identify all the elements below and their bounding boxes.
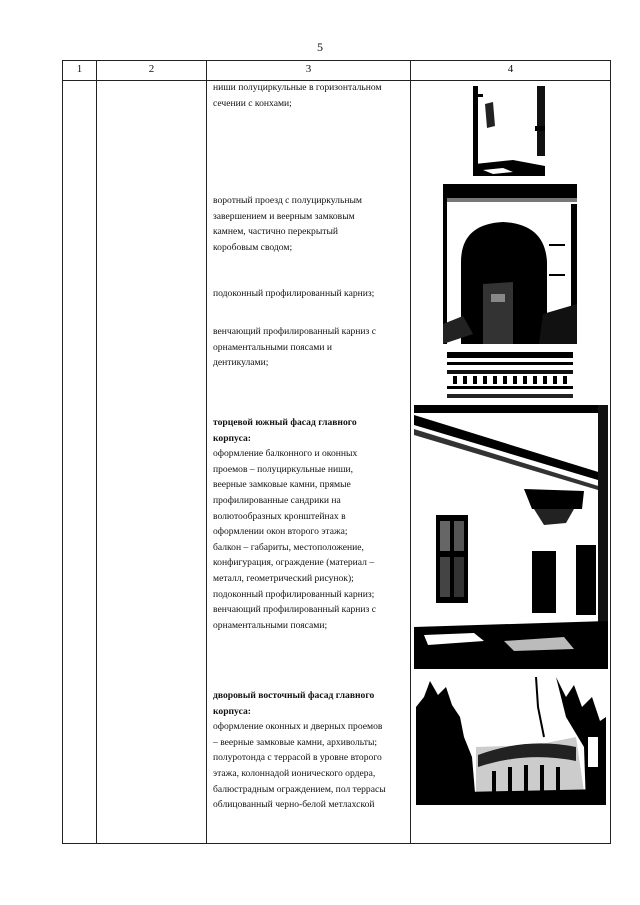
text-line: воротный проезд с полуциркульным <box>213 195 362 206</box>
section-heading-line: торцевой южный фасад главного <box>213 417 357 428</box>
text-block-gate-passage <box>213 193 405 255</box>
text-line: профилированные сандрики на <box>213 494 341 506</box>
text-line: орнаментальными поясами и <box>213 341 332 353</box>
text-line: веерные замковые камни, прямые <box>213 479 351 491</box>
text-line: проемов – полуциркульные ниши, <box>213 463 354 475</box>
text-line: облицованный черно-белой метлахской <box>213 799 375 811</box>
text-line: завершением и веерным замковым <box>213 210 355 222</box>
text-block-east-facade <box>213 688 405 813</box>
column-header-4: 4 <box>507 63 514 75</box>
text-line: сечении с конхами; <box>213 97 292 109</box>
south-facade-photo <box>414 405 608 669</box>
text-line: коробовым сводом; <box>213 241 293 253</box>
section-heading-line: корпуса: <box>213 432 251 444</box>
niche-photo <box>473 86 545 176</box>
text-line: оформлении окон второго этажа; <box>213 526 348 538</box>
text-line: – веерные замковые камни, архивольты; <box>213 736 378 748</box>
page-number: 5 <box>317 40 323 54</box>
section-heading-line: дворовый восточный фасад главного <box>213 690 375 701</box>
column-border-2 <box>206 60 207 844</box>
section-heading-line: корпуса: <box>213 705 251 717</box>
text-line: балюстрадным ограждением, пол террасы <box>213 783 386 795</box>
gate-arch-photo <box>443 184 577 344</box>
cornice-photo <box>447 352 573 398</box>
column-border-3 <box>410 60 411 844</box>
text-line: полуротонда с террасой в уровне второго <box>213 752 382 764</box>
column-border-1 <box>96 60 97 844</box>
text-line: дентикулами; <box>213 357 269 369</box>
text-line: металл, геометрический рисунок); <box>213 572 354 584</box>
column-header-3: 3 <box>305 63 312 75</box>
text-line: оформление оконных и дверных проемов <box>213 721 383 733</box>
text-line: подоконный профилированный карниз; <box>213 588 375 600</box>
text-line: ниши полуциркульные в горизонтальном <box>213 82 382 93</box>
column-border-right <box>610 60 611 844</box>
column-border-left <box>62 60 63 844</box>
text-line: камнем, частично перекрытый <box>213 226 339 238</box>
text-line: волютообразных кронштейнах в <box>213 510 346 522</box>
text-line: подоконный профилированный карниз; <box>213 288 375 299</box>
text-line: этажа, колоннадой ионического ордера, <box>213 767 376 779</box>
text-block-crowning-cornice <box>213 324 405 371</box>
column-header-2: 2 <box>148 63 155 75</box>
text-block-niches <box>213 80 405 111</box>
text-line: венчающий профилированный карниз с <box>213 604 376 616</box>
text-line: конфигурация, ограждение (материал – <box>213 557 375 569</box>
text-line: венчающий профилированный карниз с <box>213 326 376 337</box>
text-block-window-cornice <box>213 286 405 302</box>
text-line: оформление балконного и оконных <box>213 448 358 460</box>
table-bottom-border <box>62 843 611 844</box>
text-line: орнаментальными поясами; <box>213 619 328 631</box>
east-facade-photo <box>416 677 606 805</box>
text-block-south-facade <box>213 415 405 633</box>
text-line: балкон – габариты, местоположение, <box>213 541 364 553</box>
table-top-border <box>62 60 611 61</box>
column-header-1: 1 <box>76 63 83 75</box>
